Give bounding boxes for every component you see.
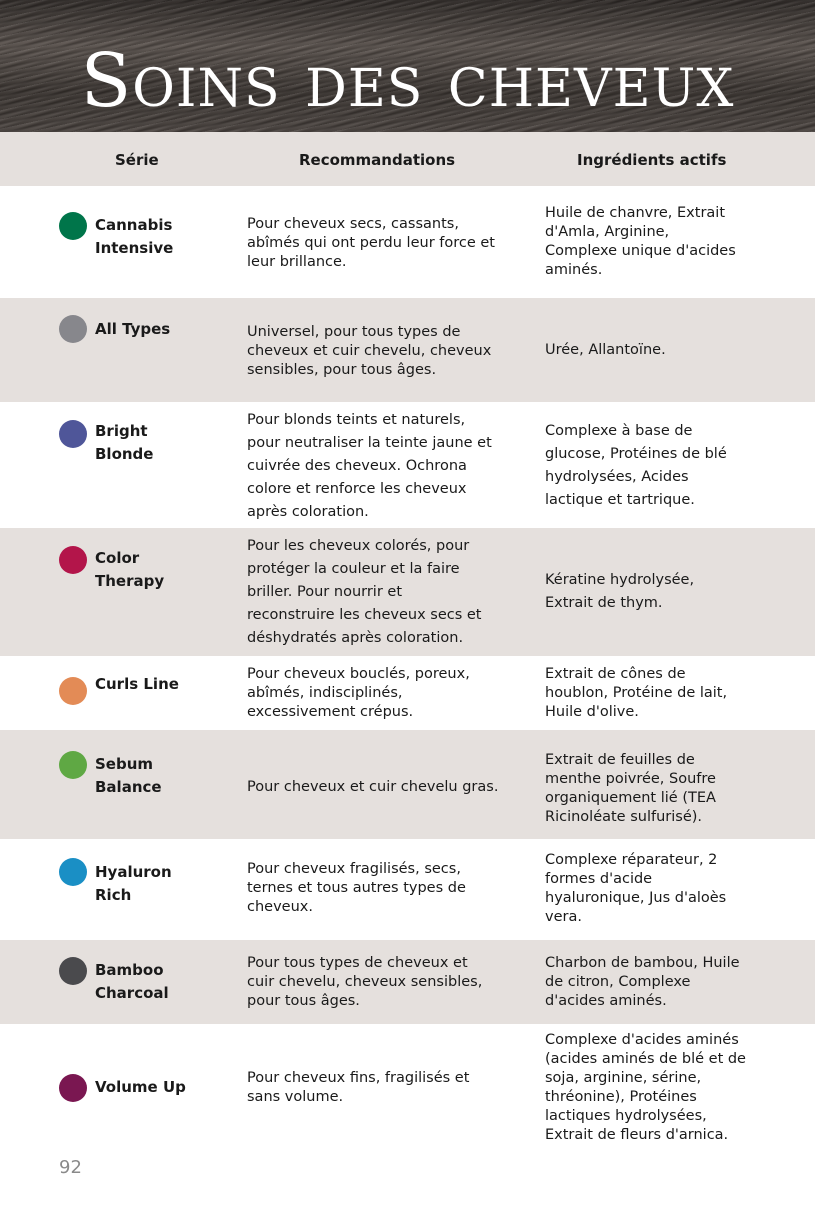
series-name: Curls Line — [95, 675, 179, 693]
hair-texture-banner — [0, 0, 815, 132]
ingredients-text: Charbon de bambou, Huile de citron, Complexe d'acides aminés. — [545, 955, 740, 1009]
recommendation-text: Pour les cheveux colorés, pour protéger la couleur et la faire briller. Pour nourrir et reconstruire les cheveux secs et déshydratés après coloration. — [247, 538, 482, 646]
ingredients-text: Kératine hydrolysée, Extrait de thym. — [545, 572, 695, 611]
series-name: Cannabis Intensive — [95, 216, 174, 257]
series-color-dot — [59, 212, 87, 240]
table-row — [0, 656, 815, 730]
series-color-dot — [59, 546, 87, 574]
recommendation-text: Pour blonds teints et naturels, pour neutraliser la teinte jaune et cuivrée des cheveux. Ochrona colore et renforce les cheveux après coloration. — [247, 412, 492, 520]
ingredients-text: Extrait de feuilles de menthe poivrée, Soufre organiquement lié (TEA Ricinoléate sulfurisé). — [545, 752, 716, 825]
series-color-dot — [59, 858, 87, 886]
series-name: Color Therapy — [95, 549, 165, 590]
page-title: Soins des cheveux — [80, 38, 735, 124]
series-color-dot — [59, 1074, 87, 1102]
recommendation-text: Pour cheveux fragilisés, secs, ternes et tous autres types de cheveux. — [247, 861, 466, 915]
table-row — [0, 528, 815, 656]
table-row — [0, 1024, 815, 1154]
table-row — [0, 298, 815, 402]
series-name: Bright Blonde — [95, 422, 154, 463]
ingredients-text: Huile de chanvre, Extrait d'Amla, Arginine, Complexe unique d'acides aminés. — [545, 205, 736, 278]
recommendation-text: Pour cheveux bouclés, poreux, abîmés, indisciplinés, excessivement crépus. — [247, 666, 470, 720]
ingredients-text: Complexe réparateur, 2 formes d'acide hyaluronique, Jus d'aloès vera. — [545, 852, 727, 925]
series-color-dot — [59, 315, 87, 343]
series-name: Volume Up — [95, 1078, 186, 1096]
column-header-series: Série — [115, 151, 159, 169]
series-color-dot — [59, 420, 87, 448]
column-header-ingredients: Ingrédients actifs — [577, 151, 727, 169]
series-name: Bamboo Charcoal — [95, 961, 169, 1002]
recommendation-text: Pour cheveux fins, fragilisés et sans volume. — [247, 1070, 470, 1105]
table-row — [0, 940, 815, 1024]
ingredients-text: Complexe d'acides aminés (acides aminés de blé et de soja, arginine, sérine, thréonine), Protéines lactiques hydrolysées, Extrait de fleurs d'arnica. — [545, 1032, 746, 1143]
page-number: 92 — [59, 1157, 82, 1178]
series-color-dot — [59, 751, 87, 779]
series-name: Sebum Balance — [95, 755, 162, 796]
table-row — [0, 186, 815, 298]
table-header — [0, 132, 815, 186]
series-color-dot — [59, 677, 87, 705]
table-row — [0, 402, 815, 528]
recommendation-text: Universel, pour tous types de cheveux et cuir chevelu, cheveux sensibles, pour tous âges. — [247, 324, 492, 378]
ingredients-text: Complexe à base de glucose, Protéines de blé hydrolysées, Acides lactique et tartrique. — [545, 423, 727, 508]
table-row — [0, 730, 815, 839]
series-color-dot — [59, 957, 87, 985]
recommendation-text: Pour cheveux et cuir chevelu gras. — [247, 779, 499, 795]
ingredients-text: Urée, Allantoïne. — [545, 342, 666, 358]
column-header-recommendations: Recommandations — [299, 151, 456, 169]
table-row — [0, 839, 815, 940]
ingredients-text: Extrait de cônes de houblon, Protéine de lait, Huile d'olive. — [545, 666, 728, 720]
series-name: Hyaluron Rich — [95, 863, 172, 904]
recommendation-text: Pour tous types de cheveux et cuir chevelu, cheveux sensibles, pour tous âges. — [247, 955, 483, 1009]
recommendation-text: Pour cheveux secs, cassants, abîmés qui ont perdu leur force et leur brillance. — [247, 216, 495, 270]
series-name: All Types — [95, 320, 171, 338]
